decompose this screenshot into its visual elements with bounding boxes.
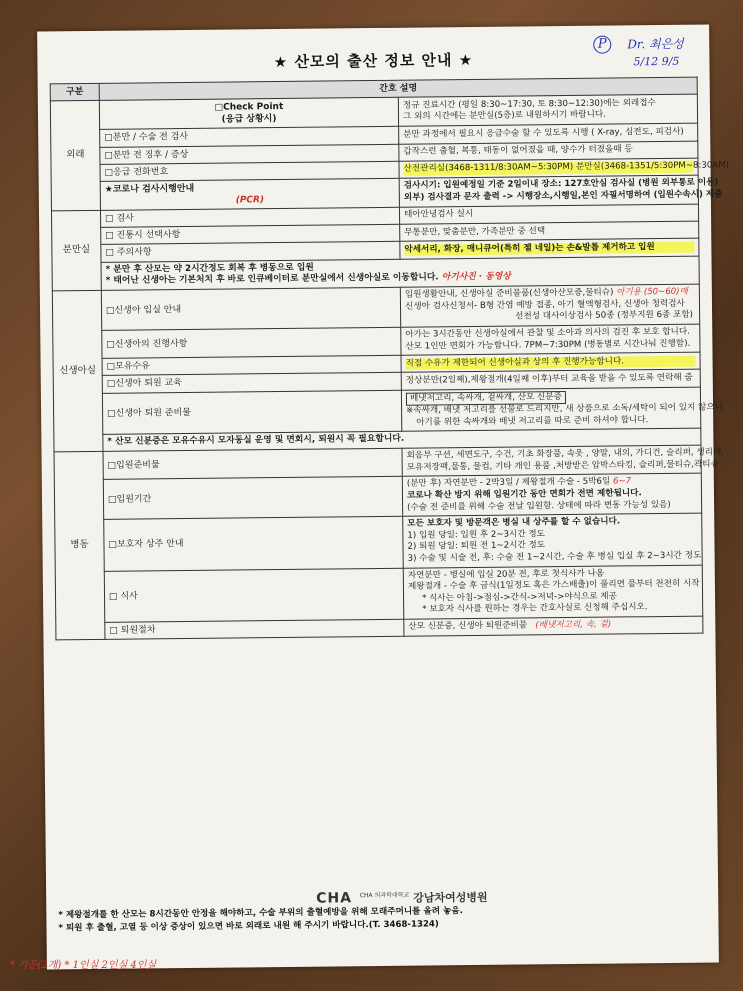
desc-emergency-phone: 산전관리실(3468-1311/8:30AM~5:30PM) 분만실(3468-1351/5:30PM~8:30AM) <box>399 158 698 178</box>
item-breastfeeding: □모유수유 <box>102 356 401 376</box>
item-covid: ★코로나 검사시행안내 (PCR) <box>100 178 399 210</box>
table-row <box>55 513 703 571</box>
item-nursery-admission: □신생아 입실 안내 <box>101 288 400 331</box>
item-admission-items: □입원준비물 <box>103 448 402 479</box>
desc-guardian: 모든 보호자 및 방문객은 병실 내 상주를 할 수 없습니다. 1) 입원 당일: 입원 후 2~3시간 정도 2) 퇴원 당일: 퇴원 전 1~2시간 정도 3) 수술 및 시술 전, 후: 수술 전 1~2시간, 수술 후 병실 입실 후 2~3시간 정도 <box>403 513 703 568</box>
annotation-pcr: (PCR) <box>235 195 265 206</box>
annotation-discharge-items: (배냇저고리, 속, 겉) <box>535 619 612 631</box>
table-row <box>53 387 700 436</box>
table-row <box>55 565 703 623</box>
desc-breastfeeding: 직접 수유가 제한되어 신생아실과 상의 후 진행가능합니다. <box>401 352 700 372</box>
item-pre-test: □분만 / 수술 전 검사 <box>100 127 399 147</box>
desc-discharge: 산모 신분증, 신생아 퇴원준비물 (배냇저고리, 속, 겉) <box>404 616 703 636</box>
desc-nursery-admission: 입원생활안내, 신생아실 준비물품(신생아산모증,물티슈) 아기용 (50~60)매 신생아 검사신청서- B형 간염 예방 접종, 아기 혈액형검사, 신생아 청력검사 선천성 대사이상검사 50종 (정부지원 6종 포함) <box>400 284 699 327</box>
hospital-logo <box>316 889 488 907</box>
item-meals: □ 식사 <box>104 568 404 623</box>
item-guardian: □보호자 상주 안내 <box>104 516 404 571</box>
delivery-notes: * 분만 후 산모는 약 2시간정도 회복 후 병동으로 입원 * 태어난 신생아는 기본처치 후 바로 인큐베이터로 분만실에서 신생아실로 이동합니다. 아기사진 · 동영상 <box>101 256 699 291</box>
desc-delivery-test: 태아안녕검사 실시 <box>399 204 698 224</box>
desc-discharge-education: 정상분만(2일째),제왕절개(4일째 이후)부터 교육을 받을 수 있도록 연락해 줌 <box>401 370 700 390</box>
logo-sub: CHA 의과학대학교 <box>359 891 410 900</box>
header-category: 구분 <box>50 83 99 101</box>
category-outpatient: 외래 <box>50 101 100 211</box>
item-discharge-education: □신생아 퇴원 교육 <box>102 373 401 393</box>
item-checkpoint: □Check Point (응급 상황시) <box>99 97 398 129</box>
category-ward: 병동 <box>54 452 105 640</box>
desc-admission-period: (분만 후) 자연분만 - 2박3일 / 제왕절개 수술 - 5박6일 6~7 코로나 확산 방지 위해 입원기간 동안 면회가 전면 제한됩니다. (수술 전 준비를 위해 수술 전날 입원함. 상태에 따라 변동 가능성 있음) <box>402 474 701 517</box>
desc-admission-items: 회음부 구션, 세면도구, 수건, 기초 화장품, 속옷 , 양말, 내의, 가디건, 슬리퍼, 생리대, 모유저장팩,물통, 물컵, 기타 개인 용품 ,처방받은 압박스타킹, 슬리퍼,물티슈,곽티슈 <box>402 445 701 476</box>
annotation-photo: 아기사진 · 동영상 <box>441 272 511 283</box>
desc-nursery-progress: 아가는 3시간동안 신생아실에서 관찰 및 소아과 의사의 검진 후 보호 합니다. 산모 1인만 면회가 가능합니다. 7PM~7:30PM (병동별로 시간나눠 진행함). <box>401 324 700 355</box>
desc-covid: 검사시기: 입원예정일 기준 2일이내 장소: 127호안심 검사실 (병원 외부통로 이용) 외부) 검사결과 문자 출력 -> 시행장소,시행일,본인 자필서명하여 (입원수속시) 제출 <box>399 175 698 207</box>
annotation-baby-items: 아기용 (50~60)매 <box>616 287 688 298</box>
table-row <box>52 284 699 331</box>
page-title: ★ 산모의 출산 정보 안내 ★ <box>273 50 474 72</box>
item-emergency-phone: □응급 전화번호 <box>100 161 399 181</box>
desc-discharge-items: 배냇저고리, 속싸개, 겉싸개, 산모 신분증 ※속싸개, 배냇 저고리를 선물로 드리지만, 새 상품으로 소독/세탁이 되어 있지 않으니 아기를 위한 속싸개와 배냇 저고리를 따로 준비 하셔야 합니다. <box>401 387 700 432</box>
info-sheet <box>37 25 730 970</box>
header-desc: 간호 설명 <box>99 77 697 100</box>
desc-cautions: 악세서리, 화장, 매니큐어(특히 젤 네일)는 손&발톱 제거하고 입원 <box>400 239 699 259</box>
logo-name: 강남차여성병원 <box>413 890 488 905</box>
footer-notes <box>58 903 706 936</box>
desc-signs: 갑작스런 출혈, 복통, 태동이 없어졌을 때, 양수가 터졌을때 등 <box>399 141 698 161</box>
item-discharge-items: □신생아 퇴원 준비물 <box>102 390 401 435</box>
handwritten-bottom-note: * 가운(2개) * 1인실 2인실 4인실 <box>10 960 157 971</box>
item-delivery-test: □ 검사 <box>100 207 399 227</box>
desc-pre-test: 분만 과정에서 필요시 응급수술 할 수 있도록 시행 ( X-ray, 심전도, 피검사) <box>399 124 698 144</box>
annotation-days: 6~7 <box>612 476 632 487</box>
handwritten-doctor: Dr. 최은성 <box>627 36 684 52</box>
category-nursery: 신생아실 <box>52 291 103 452</box>
cha-logo-mark: CHA <box>316 890 353 907</box>
footer-note-discharge: * 퇴원 후 출혈, 고열 등 이상 증상이 있으면 바로 외래로 내원 해 주시기 바랍니다.(T. 3468-1324) <box>58 919 439 934</box>
item-discharge: □ 퇴원절차 <box>105 619 404 639</box>
desc-checkpoint: 정규 진료시간 (평일 8:30~17:30, 토 8:30~12:30)에는 외래접수 그 외의 시간에는 분만실(5층)로 내원하시기 바랍니다. <box>398 94 697 126</box>
item-nursery-progress: □신생아의 진행사항 <box>102 327 401 358</box>
info-table <box>50 77 730 641</box>
footer-note-csection: * 제왕절개를 한 산모는 8시간동안 안정을 해야하고, 수술 부위의 출혈예방을 위해 모래주머니를 올려 놓음. <box>58 906 463 921</box>
item-admission-period: □입원기간 <box>103 477 402 520</box>
desc-meals: 자연분만 - 병실에 입실 20분 전, 후로 첫식사가 나옴 제왕절개 - 수술 후 금식(1일정도 혹은 가스배출)이 풀리면 물부터 천천히 시작 * 식사는 아침->점심->간식->저녁->야식으로 제공 * 보호자 식사를 원하는 경우는 간호사실로 신청해 주십시오. <box>403 565 703 620</box>
item-signs: □분만 전 징후 / 증상 <box>100 144 399 164</box>
handwritten-circle: P <box>593 36 611 54</box>
category-delivery: 분만실 <box>51 211 101 292</box>
item-cautions: □ 주의사항 <box>101 242 400 262</box>
handwritten-date: 5/12 9/5 <box>633 54 680 69</box>
nursery-notes: * 산모 신분증은 모유수유시 모자동실 운영 및 면회시, 퇴원시 꼭 필요합니다. <box>103 428 701 451</box>
table-row <box>54 474 701 521</box>
desc-labor-options: 무통분만, 맞춤분만, 가족분만 중 선택 <box>400 221 699 241</box>
item-labor-options: □ 진통시 선택사항 <box>101 225 400 245</box>
